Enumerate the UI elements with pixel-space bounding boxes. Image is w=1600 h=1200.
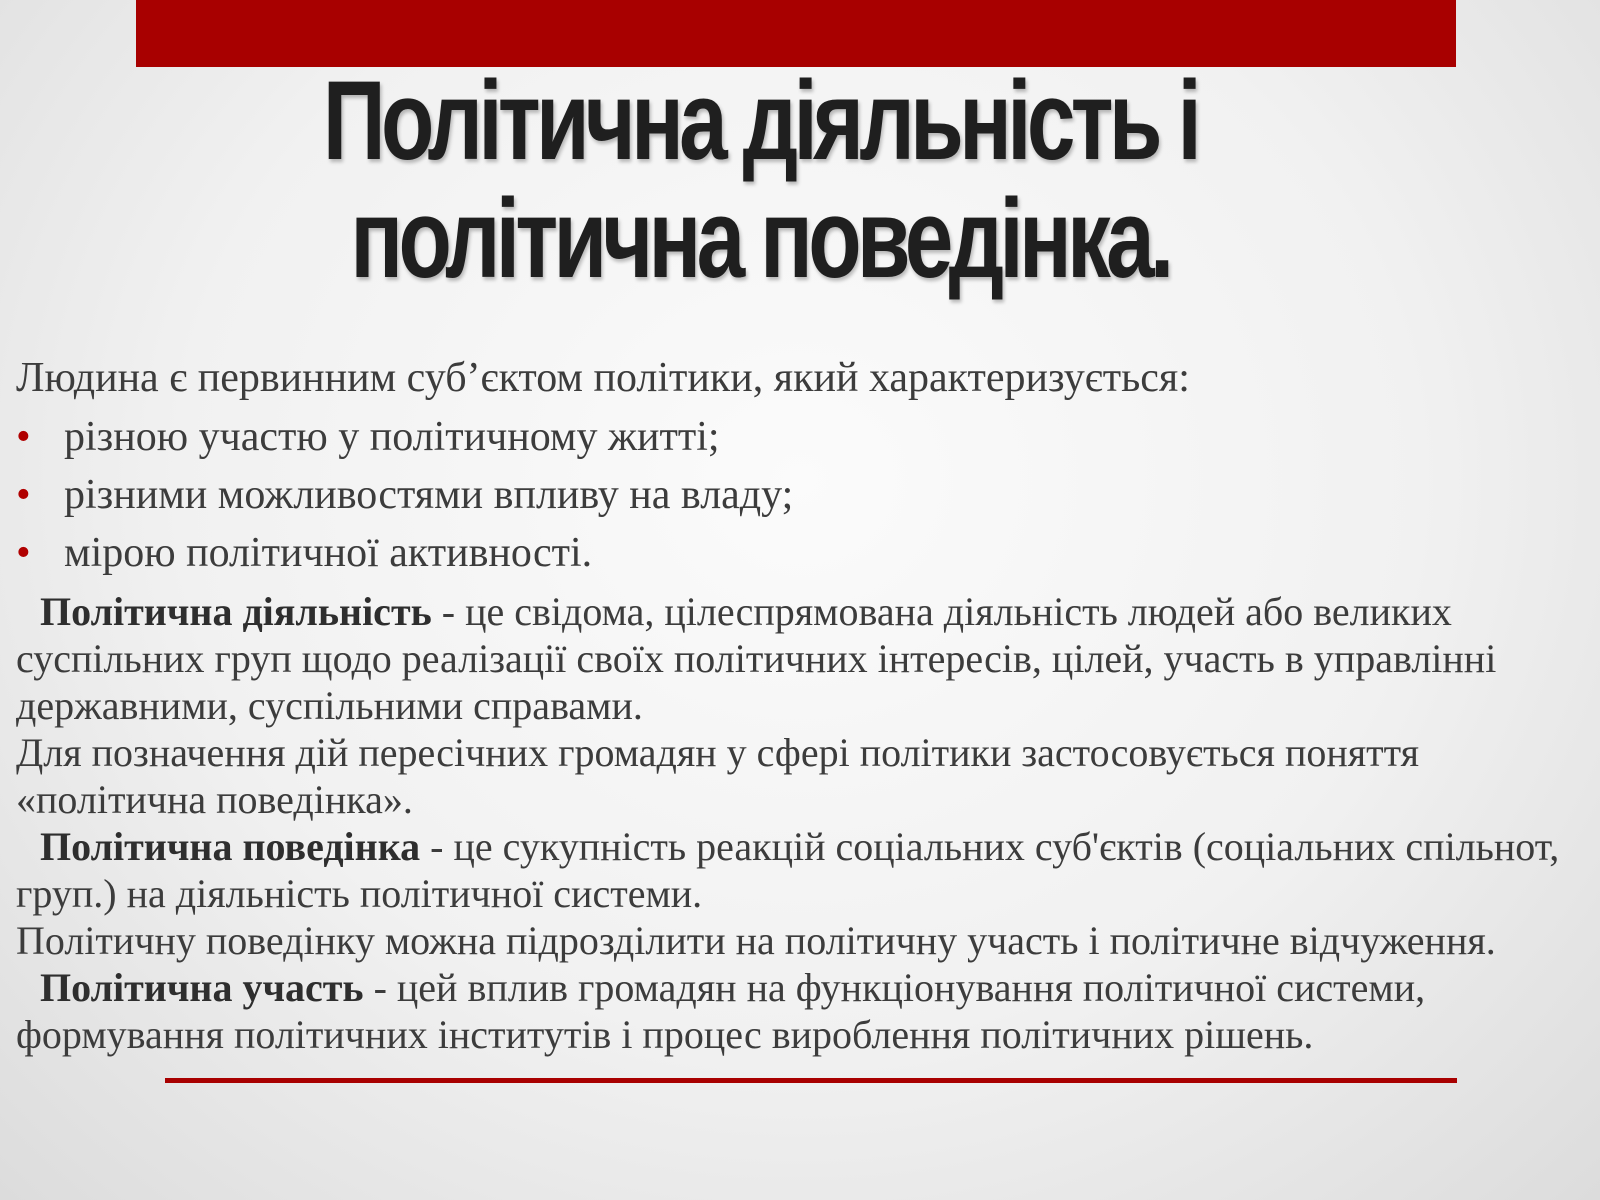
slide-title	[167, 58, 1353, 301]
term-political-behavior: Політична поведінка	[40, 824, 421, 869]
paragraph-behavior-intro: Для позначення дій пересічних громадян у сфері політики застосовується поняття «політична поведінка».	[16, 730, 1419, 822]
intro-text: Людина є первинним суб’єктом політики, який характеризується:	[16, 355, 1190, 401]
body-text	[16, 588, 1586, 1058]
paragraph-political-activity	[16, 588, 1586, 729]
bullet-list	[16, 408, 793, 582]
bullet-icon: •	[16, 530, 31, 576]
title-line-2: політична поведінка.	[350, 176, 1170, 301]
definition-political-behavior: - це сукупність реакцій соціальних суб'єктів (соціальних спільнот, груп.) на діяльність політичної системи.	[16, 824, 1560, 916]
bullet-text: різними можливостями впливу на владу;	[64, 472, 794, 518]
bullet-icon: •	[16, 414, 31, 460]
title-line-1: Політична діяльність і	[322, 58, 1198, 183]
term-political-participation: Політична участь	[40, 965, 364, 1010]
paragraph-political-behavior	[16, 823, 1586, 917]
bullet-item	[16, 466, 793, 524]
definition-political-activity: - це свідома, цілеспрямована діяльність людей або великих суспільних груп щодо реалізації своїх політичних інтересів, цілей, участь в управлінні державними, суспільними справами.	[16, 589, 1497, 728]
bullet-text: мірою політичної активності.	[64, 530, 593, 576]
paragraph-political-participation	[16, 964, 1586, 1058]
definition-political-participation: - цей вплив громадян на функціонування політичної системи, формування політичних інститутів і процес вироблення політичних рішень.	[16, 965, 1426, 1057]
bullet-text: різною участю у політичному житті;	[64, 414, 720, 460]
bullet-item	[16, 524, 793, 582]
bullet-item	[16, 408, 793, 466]
paragraph-behavior-division: Політичну поведінку можна підрозділити на політичну участь і політичне відчуження.	[16, 918, 1496, 963]
top-accent-bar	[136, 0, 1456, 67]
bottom-accent-line	[165, 1078, 1457, 1083]
term-political-activity: Політична діяльність	[40, 589, 432, 634]
bullet-icon: •	[16, 472, 31, 518]
